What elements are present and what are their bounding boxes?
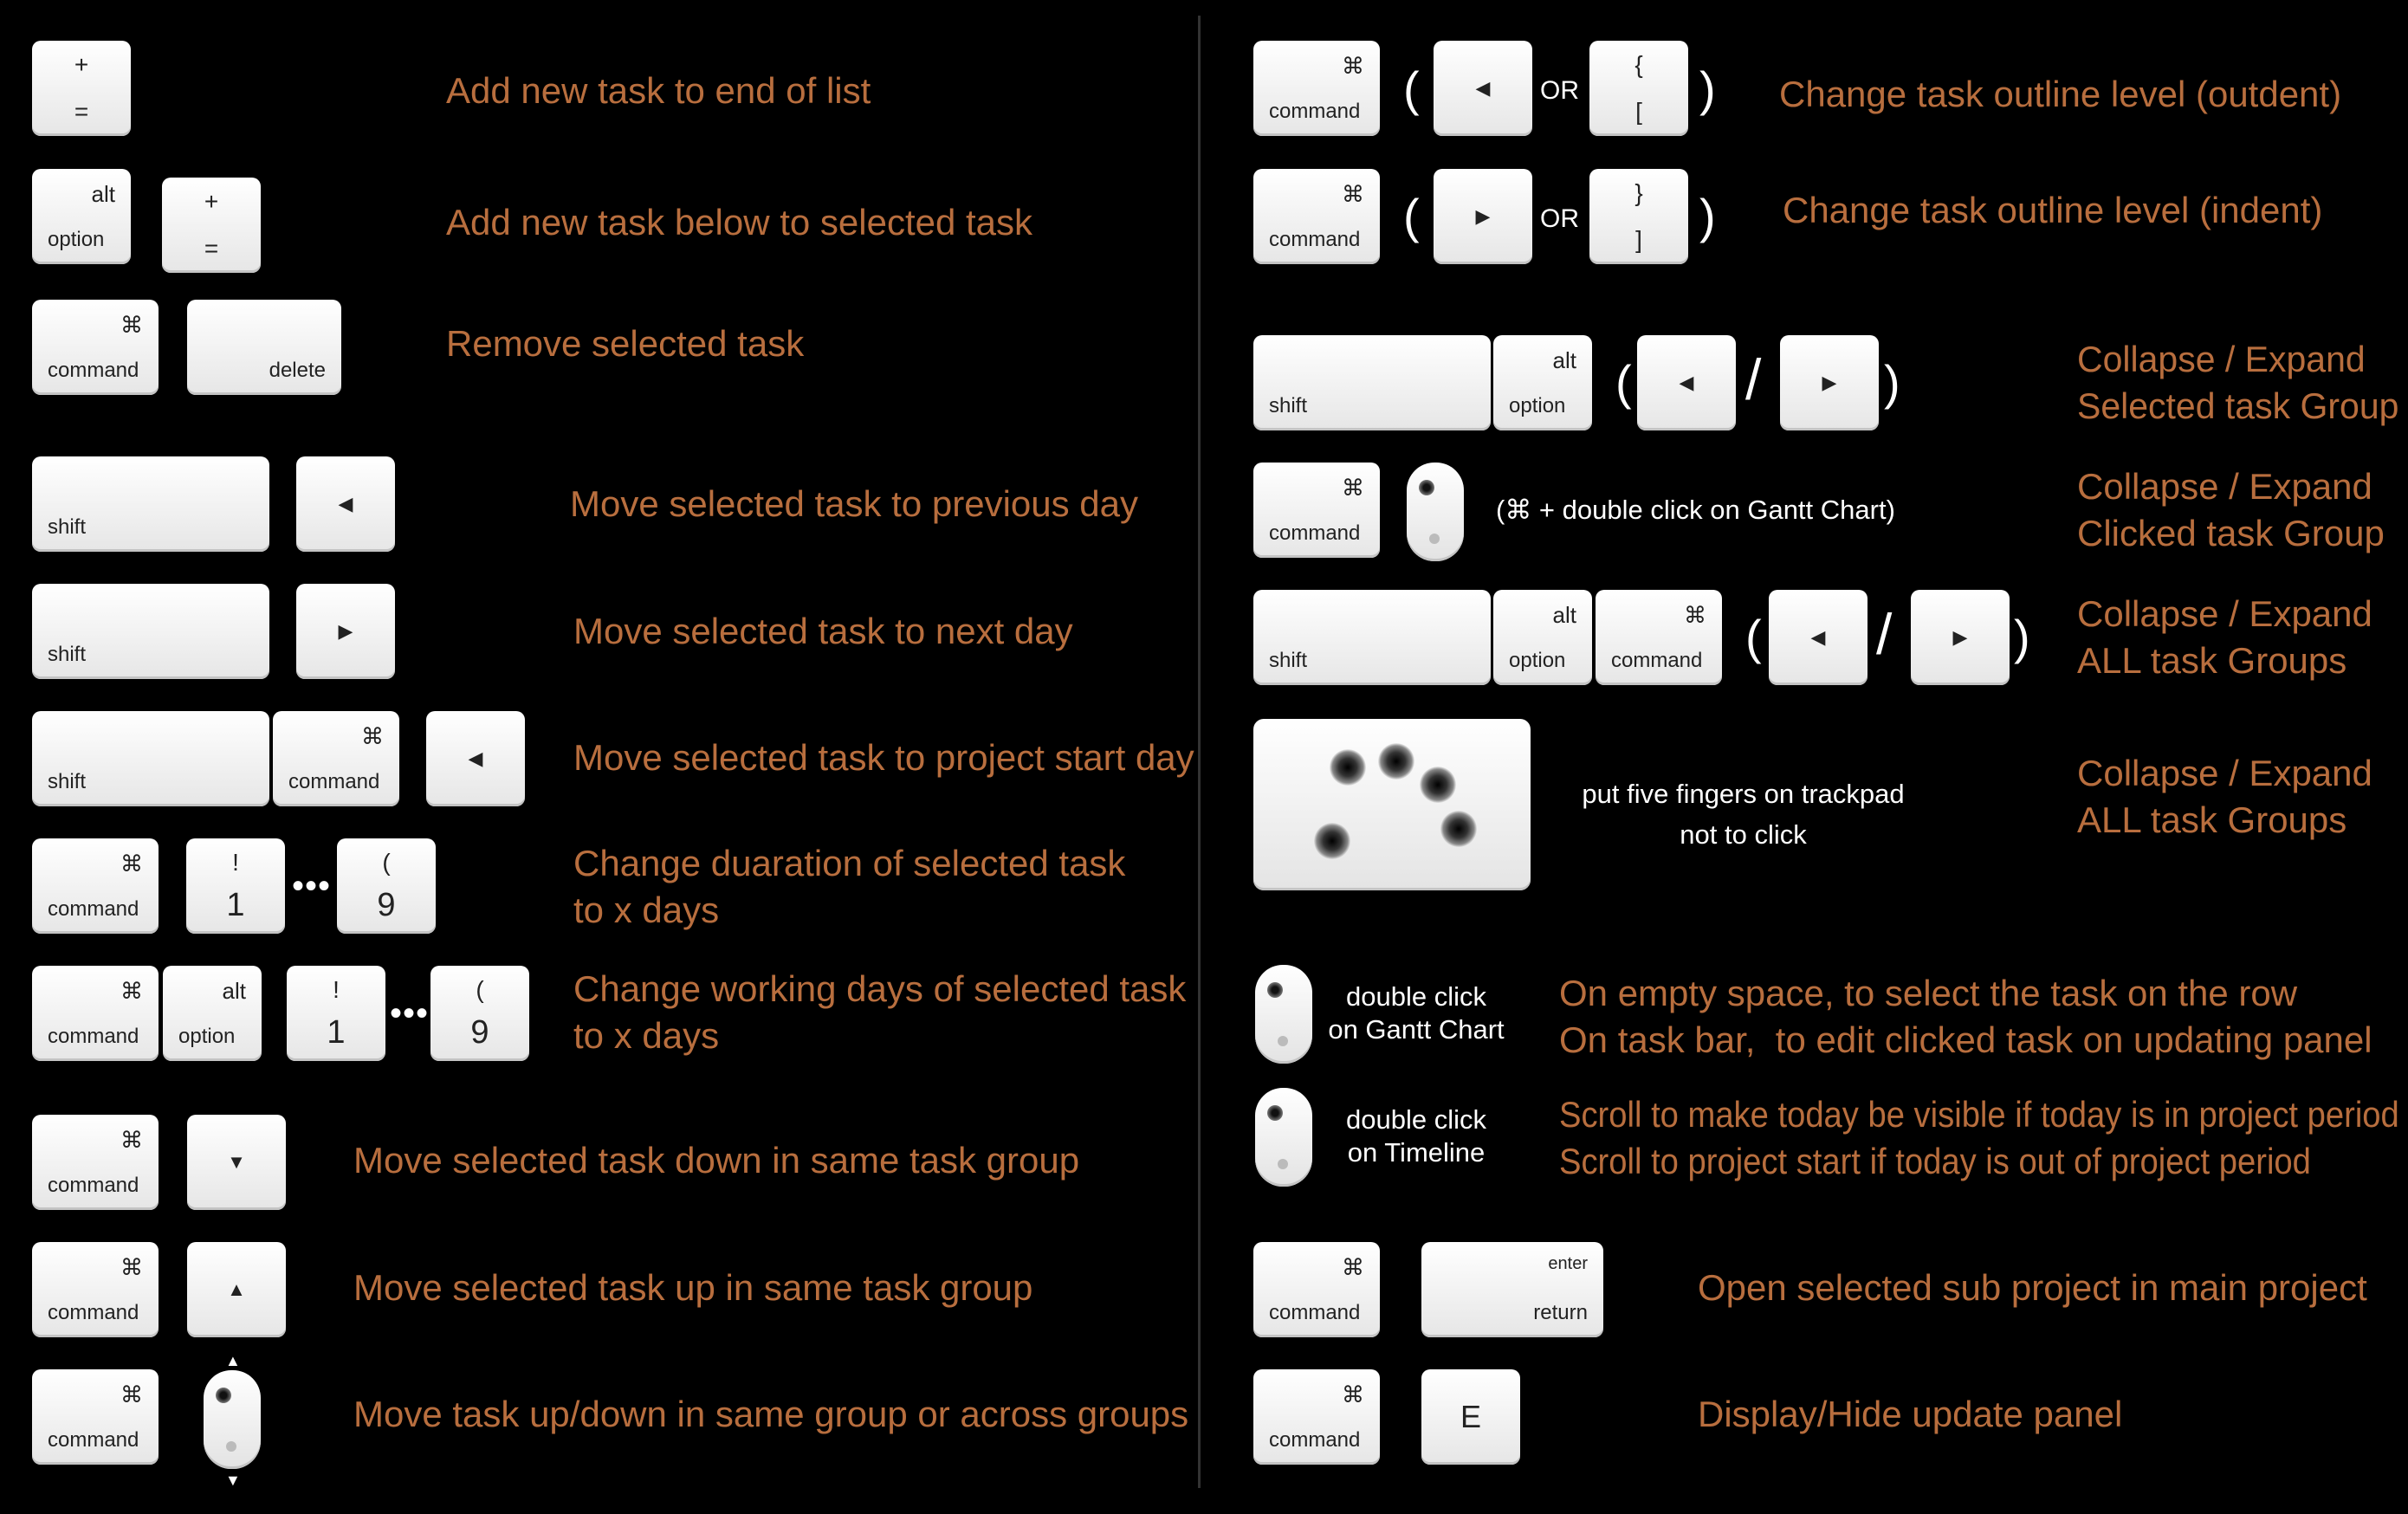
right-arrow-key — [1911, 590, 2010, 685]
shift-key: shift — [1253, 335, 1491, 430]
option-key: alt option — [163, 966, 262, 1061]
desc-outdent: Change task outline level (outdent) — [1779, 74, 2342, 114]
left-arrow-key — [1769, 590, 1867, 685]
command-key: ⌘ command — [32, 1369, 159, 1465]
left-arrow-icon: ◀ — [1810, 626, 1826, 648]
command-key: ⌘ command — [1253, 1369, 1380, 1465]
left-arrow-icon: ◀ — [1475, 77, 1491, 99]
shift-key: shift — [32, 456, 269, 552]
up-arrow-key — [187, 1242, 286, 1337]
plus-equals-key: + = — [32, 41, 131, 136]
option-key: alt option — [32, 169, 131, 264]
close-paren: ) — [1884, 355, 1900, 410]
desc-collapse-clicked: Collapse / Expand Clicked task Group — [2077, 466, 2385, 553]
open-paren: ( — [1403, 61, 1420, 116]
command-key: ⌘ command — [32, 838, 159, 934]
right-arrow-key — [1780, 335, 1879, 430]
desc-dbl-gantt: On empty space, to select the task on the row On task bar, to edit clicked task on updating panel — [1559, 973, 2372, 1060]
ellipsis: ••• — [390, 994, 430, 1032]
desc-move-up: Move selected task up in same task group — [353, 1267, 1033, 1308]
desc-prev-day: Move selected task to previous day — [570, 483, 1139, 524]
command-key: ⌘ command — [32, 966, 159, 1061]
e-key: E — [1421, 1369, 1520, 1465]
left-arrow-icon: ◀ — [338, 493, 353, 514]
nine-key: ( 9 — [430, 966, 529, 1061]
desc-move-down: Move selected task down in same task group — [353, 1140, 1080, 1181]
desc-collapse-all-fingers: Collapse / Expand ALL task Groups — [2077, 753, 2372, 840]
delete-key: delete — [187, 300, 341, 395]
finger-icon — [1440, 811, 1477, 847]
left-bracket-key: { [ — [1589, 41, 1688, 136]
close-paren: ) — [1699, 61, 1716, 116]
desc-indent: Change task outline level (indent) — [1783, 190, 2323, 230]
ellipsis: ••• — [292, 867, 332, 905]
close-paren: ) — [2014, 610, 2030, 664]
left-arrow-key — [1434, 41, 1532, 136]
right-bracket-key: } ] — [1589, 169, 1688, 264]
right-arrow-icon: ▶ — [1822, 372, 1837, 393]
open-paren: ( — [1403, 189, 1420, 243]
up-arrow-icon: ▲ — [225, 1352, 241, 1369]
one-key: ! 1 — [186, 838, 285, 934]
mouse-icon — [1255, 1088, 1312, 1187]
return-key: enter return — [1421, 1242, 1603, 1337]
right-arrow-icon: ▶ — [1475, 205, 1491, 227]
option-key: alt option — [1493, 590, 1592, 685]
cmd-double-click-label: (⌘ + double click on Gantt Chart) — [1496, 495, 1895, 525]
right-arrow-key — [296, 584, 395, 679]
finger-icon — [1314, 823, 1350, 859]
down-arrow-key — [187, 1115, 286, 1210]
down-arrow-icon: ▼ — [227, 1151, 246, 1173]
open-paren: ( — [1615, 355, 1632, 410]
right-arrow-key — [1434, 169, 1532, 264]
finger-icon — [1420, 767, 1456, 803]
shift-key: shift — [32, 584, 269, 679]
left-arrow-icon: ◀ — [1679, 372, 1694, 393]
desc-toggle-panel: Display/Hide update panel — [1698, 1394, 2123, 1434]
desc-collapse-selected: Collapse / Expand Selected task Group — [2077, 339, 2399, 426]
left-arrow-key — [426, 711, 525, 806]
command-key: ⌘ command — [1253, 169, 1380, 264]
command-key: ⌘ command — [32, 1115, 159, 1210]
five-fingers-label: put five fingers on trackpad not to click — [1582, 779, 1905, 850]
mouse-icon — [1255, 965, 1312, 1064]
finger-icon — [1330, 749, 1366, 786]
shift-key: shift — [1253, 590, 1491, 685]
right-arrow-icon: ▶ — [1952, 626, 1968, 648]
dbl-timeline-label: double click on Timeline — [1346, 1104, 1486, 1168]
up-arrow-icon: ▲ — [227, 1278, 246, 1300]
desc-start-day: Move selected task to project start day — [573, 737, 1194, 778]
command-key: ⌘ command — [32, 1242, 159, 1337]
column-divider — [1198, 16, 1201, 1488]
down-arrow-icon: ▼ — [225, 1472, 241, 1489]
slash: / — [1876, 602, 1893, 666]
command-key: ⌘ command — [1253, 41, 1380, 136]
desc-move-drag: Move task up/down in same group or across groups — [353, 1394, 1189, 1434]
shift-key: shift — [32, 711, 269, 806]
or-label: OR — [1540, 204, 1579, 233]
or-label: OR — [1540, 76, 1579, 105]
right-arrow-icon: ▶ — [338, 620, 353, 642]
desc-duration: Change duaration of selected task to x days — [573, 843, 1126, 930]
nine-key: ( 9 — [337, 838, 436, 934]
slash: / — [1745, 347, 1762, 411]
command-key: ⌘ command — [1253, 1242, 1380, 1337]
desc-remove: Remove selected task — [446, 323, 805, 364]
left-arrow-key — [1637, 335, 1736, 430]
trackpad-icon — [1253, 719, 1531, 890]
desc-add-end: Add new task to end of list — [446, 70, 871, 111]
dbl-gantt-label: double click on Gantt Chart — [1328, 981, 1505, 1045]
desc-open-sub: Open selected sub project in main project — [1698, 1267, 2367, 1308]
close-paren: ) — [1699, 189, 1716, 243]
command-key: ⌘ command — [1253, 463, 1380, 558]
left-arrow-icon: ◀ — [468, 747, 483, 769]
option-key: alt option — [1493, 335, 1592, 430]
left-arrow-key — [296, 456, 395, 552]
command-key: ⌘ command — [273, 711, 399, 806]
desc-add-below: Add new task below to selected task — [446, 202, 1033, 243]
finger-icon — [1378, 743, 1414, 780]
command-key: ⌘ command — [32, 300, 159, 395]
mouse-icon — [1407, 463, 1464, 561]
one-key: ! 1 — [287, 966, 385, 1061]
desc-collapse-all: Collapse / Expand ALL task Groups — [2077, 593, 2372, 681]
open-paren: ( — [1745, 610, 1762, 664]
plus-equals-key: + = — [162, 178, 261, 273]
desc-dbl-timeline: Scroll to make today be visible if today is in project period Scroll to project start if today is out of project period — [1559, 1094, 2399, 1181]
desc-next-day: Move selected task to next day — [573, 611, 1073, 651]
mouse-icon — [204, 1370, 261, 1469]
command-key: ⌘ command — [1596, 590, 1722, 685]
desc-working-days: Change working days of selected task to x days — [573, 968, 1187, 1056]
